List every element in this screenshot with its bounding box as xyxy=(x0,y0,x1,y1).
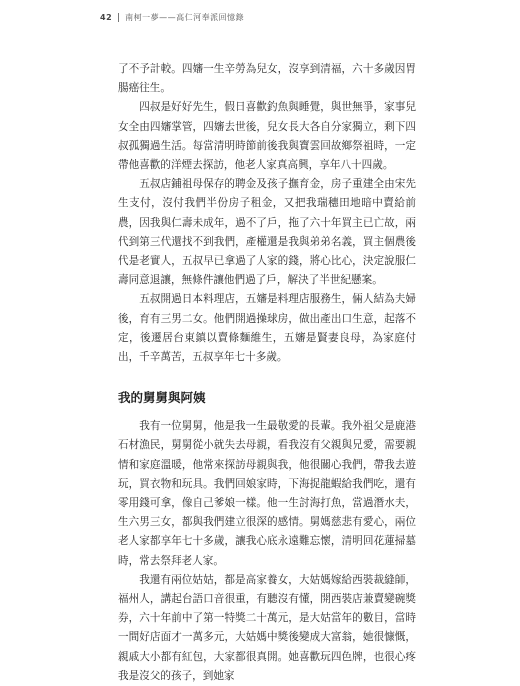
book-title: 南柯一夢——高仁河奉派回憶錄 xyxy=(125,13,245,22)
paragraph: 我有一位舅舅，他是我一生最敬愛的長輩。我外祖父是鹿港石材漁民，舅舅從小就失去母親，看我沒有父親與兄愛，需要親情和家庭溫暖，他常來探訪母親與我，他很關心我們，帶我去遊玩，買衣物和玩具。我們回娘家時，下海捉龍蝦給我們吃，還有零用錢可拿，像自己爹娘一樣。他一生討海打魚，當過潛水夫，生六男三女，都與我們建立很深的感情。舅媽慈悲有愛心，兩位老人家都享年七十多歲，讓我心底永遠難忘懷，清明回花蓮掃墓時，常去祭拜老人家。 xyxy=(118,420,416,567)
paragraph: 五叔店鋪祖母保存的聘金及孩子撫育金，房子重建全由宋先生支付，沒付我們半份房子租金，又把我瑞穗田地暗中賣給前農，因我與仁壽未成年，過不了戶，拖了六十年買主已亡故，兩代到第三代還找不到我們，產權還是我與弟弟名義，買主個農後代是老實人，五叔早已拿過了人家的錢，將心比心，決定說服仁壽同意退讓，無條件讓他們過了戶，解決了半世紀懸案。 xyxy=(118,178,416,287)
paragraph: 我還有兩位姑姑，都是高家養女，大姑媽嫁給西裝裁縫師，福州人，講起台語口音很重，有聽沒有懂，開西裝店兼賣變碗獎券，六十年前中了第一特獎二十萬元，是大姑當年的數目，當時一間好店面才一萬多元，大姑媽中獎後變成大富翁，她很慷慨，親戚大小都有紅包，大家都很真開。她喜歡玩四色牌，也很心疼我是沒父的孩子，到她家 xyxy=(118,573,416,682)
running-header xyxy=(100,12,244,23)
body-text xyxy=(118,60,416,686)
section-heading: 我的舅舅與阿姨 xyxy=(118,390,206,406)
paragraph: 了不予計較。四嬸一生辛勞為兒女，沒享到清福，六十多歲因胃腸癌往生。 xyxy=(118,63,416,95)
paragraph: 四叔是好好先生，假日喜歡釣魚與睡覺，與世無爭，家事兒女全由四嬸掌管，四嬸去世後，兒女長大各自分家獨立，剩下四叔孤獨過生活。每當清明時節前後我與寶雲回故鄉祭祖時，一定帶他喜歡的洋煙去探訪，他老人家真高興，享年八十四歲。 xyxy=(118,101,416,172)
paragraph: 五叔開過日本料理店，五嬸是料理店服務生，倆人結為夫婦後，育有三男二女。他們開過操球房，做出產出口生意，起落不定，後遷居台東鎮以賣條麵維生，五嬸是賢妻良母，為家庭付出，千辛萬苦，五叔享年七十多歲。 xyxy=(118,293,416,364)
page-number: 42 xyxy=(100,13,113,22)
header-divider xyxy=(118,13,119,22)
